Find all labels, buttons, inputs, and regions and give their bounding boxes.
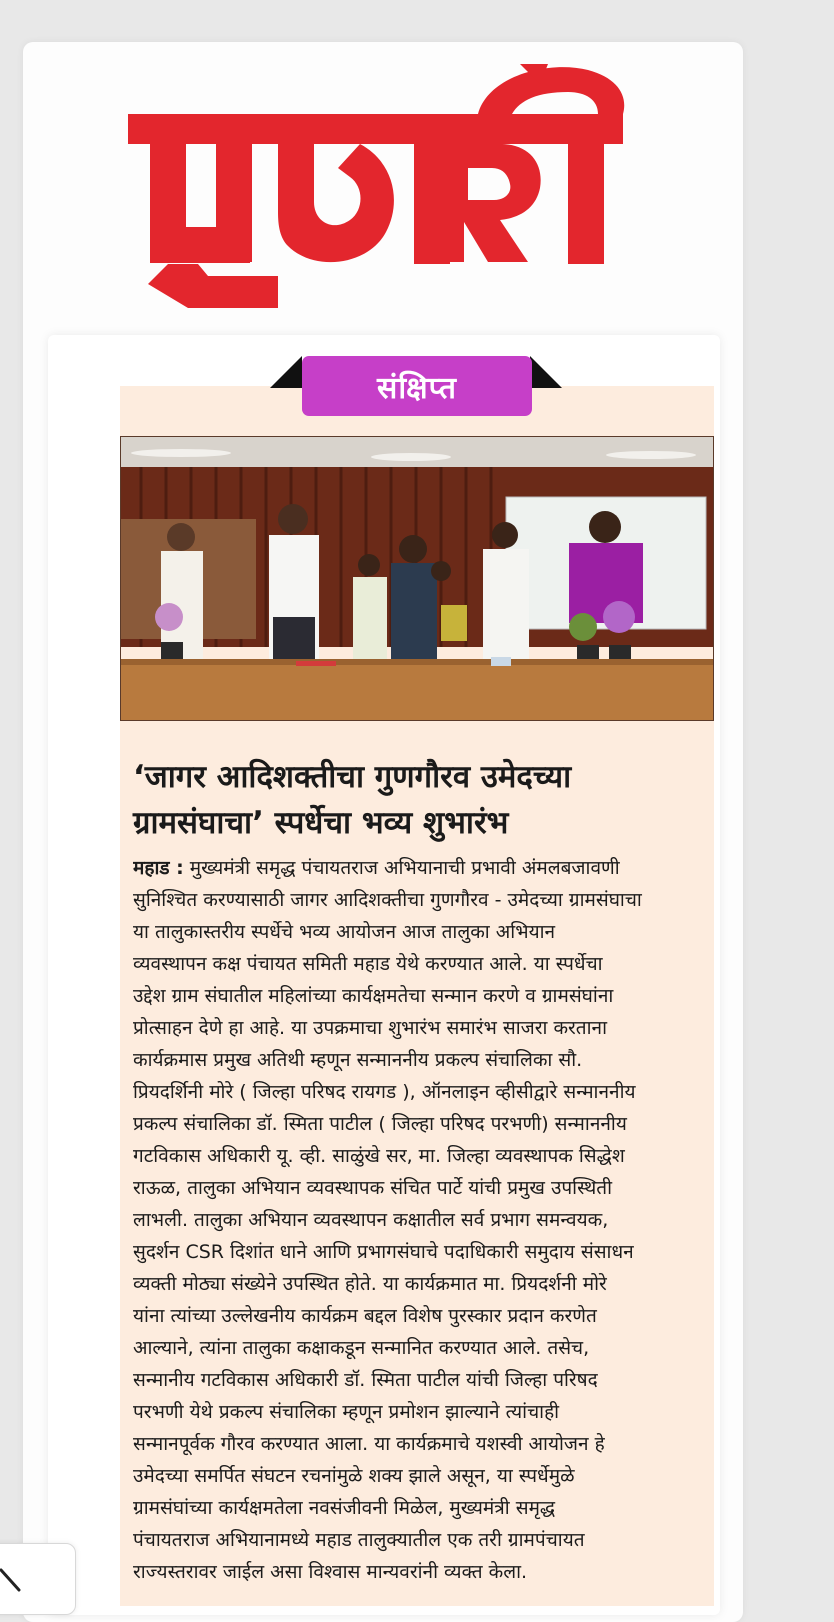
- headline-line-1: ‘जागर आदिशक्तीचा गुणगौरव उमेदच्या: [133, 759, 572, 795]
- masthead-logo: [128, 62, 638, 317]
- body-line-1-text: मुख्यमंत्री समृद्ध पंचायतराज अभियानाची प्रभावी अंमलबजावणी: [183, 857, 620, 879]
- body-line-18: परभणी येथे प्रकल्प संचालिका म्हणून प्रमोशन झाल्याने त्यांचाही: [133, 1401, 560, 1423]
- chevron-left-icon[interactable]: [0, 1564, 27, 1594]
- body-line-4: व्यवस्थापन कक्ष पंचायत समिती महाड येथे करण्यात आले. या स्पर्धेचा: [133, 953, 603, 975]
- body-line-14: व्यक्ती मोठ्या संख्येने उपस्थित होते. या कार्यक्रमात मा. प्रियदर्शनी मोरे: [133, 1273, 607, 1295]
- body-line-13: सुदर्शन CSR दिशांत धाने आणि प्रभागसंघाचे पदाधिकारी समुदाय संसाधन: [133, 1241, 634, 1263]
- body-line-6: प्रोत्साहन देणे हा आहे. या उपक्रमाचा शुभारंभ समारंभ साजरा करताना: [133, 1017, 608, 1039]
- article-headline: [133, 754, 713, 846]
- back-tab[interactable]: [0, 1543, 76, 1615]
- body-line-7: कार्यक्रमास प्रमुख अतिथी म्हणून सन्माननीय प्रकल्प संचालिका सौ.: [133, 1049, 583, 1071]
- headline-line-2: ग्रामसंघाचा’ स्पर्धेचा भव्य शुभारंभ: [133, 805, 509, 841]
- body-line-17: सन्मानीय गटविकास अधिकारी डॉ. स्मिता पाटील यांची जिल्हा परिषद: [133, 1369, 598, 1391]
- body-line-12: लाभली. तालुका अभियान व्यवस्थापन कक्षातील सर्व प्रभाग समन्वयक,: [133, 1209, 609, 1231]
- dateline: महाड :: [133, 857, 184, 879]
- body-line-5: उद्देश ग्राम संघातील महिलांच्या कार्यक्षमतेचा सन्मान करणे व ग्रामसंघांना: [133, 985, 614, 1007]
- body-line-22: पंचायतराज अभियानामध्ये महाड तालुक्यातील एक तरी ग्रामपंचायत: [133, 1529, 585, 1551]
- body-line-3: या तालुकास्तरीय स्पर्धेचे भव्य आयोजन आज तालुका अभियान: [133, 921, 556, 943]
- article-photo: [120, 436, 714, 721]
- body-line-23: राज्यस्तरावर जाईल असा विश्वास मान्यवरांनी व्यक्त केला.: [133, 1561, 528, 1583]
- body-line-20: उमेदच्या समर्पित संघटन रचनांमुळे शक्य झाले असून, या स्पर्धेमुळे: [133, 1465, 575, 1487]
- article-body: [133, 852, 708, 1588]
- body-line-19: सन्मानपूर्वक गौरव करण्यात आला. या कार्यक्रमाचे यशस्वी आयोजन हे: [133, 1433, 605, 1455]
- body-line-15: यांना त्यांच्या उल्लेखनीय कार्यक्रम बद्दल विशेष पुरस्कार प्रदान करणेत: [133, 1305, 597, 1327]
- body-line-16: आल्याने, त्यांना तालुका कक्षाकडून सन्मानित करण्यात आले. तसेच,: [133, 1337, 590, 1359]
- body-line-8: प्रियदर्शिनी मोरे ( जिल्हा परिषद रायगड ), ऑनलाइन व्हीसीद्वारे सन्माननीय: [133, 1081, 636, 1103]
- body-line-2: सुनिश्चित करण्यासाठी जागर आदिशक्तीचा गुणगौरव - उमेदच्या ग्रामसंघाचा: [133, 889, 642, 911]
- body-line-9: प्रकल्प संचालिका डॉ. स्मिता पाटील ( जिल्हा परिषद परभणी) सन्माननीय: [133, 1113, 627, 1135]
- body-line-1: [133, 852, 708, 884]
- body-line-10: गटविकास अधिकारी यू. व्ही. साळुंखे सर, मा. जिल्हा व्यवस्थापक सिद्धेश: [133, 1145, 625, 1167]
- body-line-11: राऊळ, तालुका अभियान व्यवस्थापक संचित पार्टे यांची प्रमुख उपस्थिती: [133, 1177, 612, 1199]
- body-line-21: ग्रामसंघांच्या कार्यक्षमतेला नवसंजीवनी मिळेल, मुख्यमंत्री समृद्ध: [133, 1497, 556, 1519]
- section-label: संक्षिप्त: [302, 356, 532, 416]
